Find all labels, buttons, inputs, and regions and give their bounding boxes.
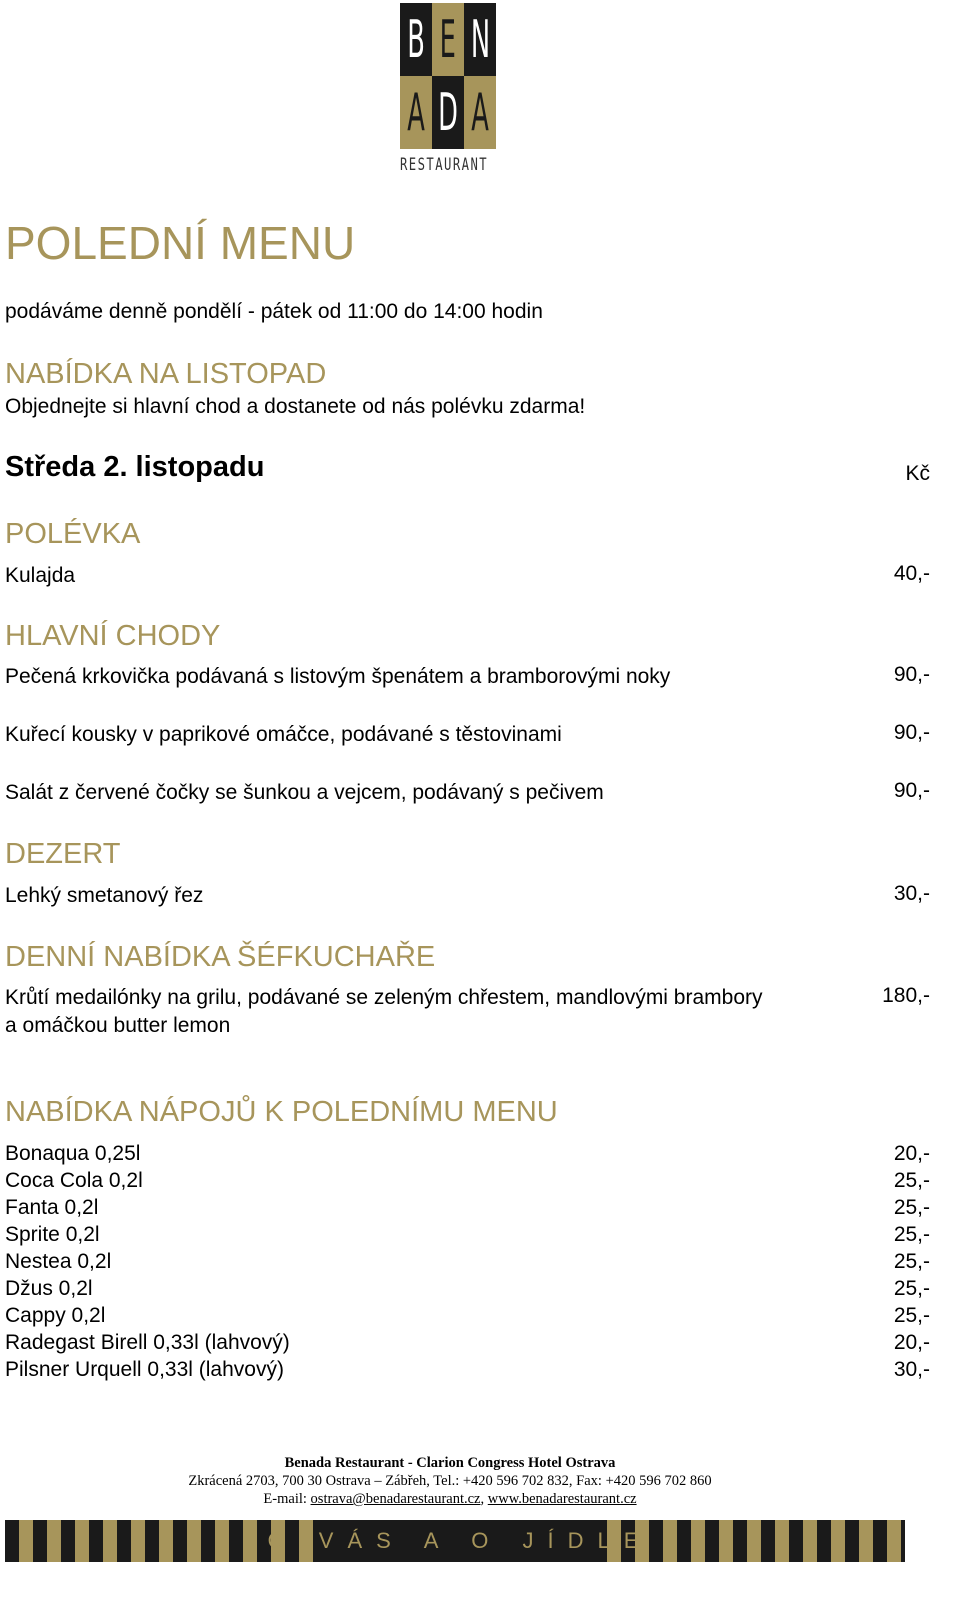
item-price: 90,-: [893, 663, 930, 686]
logo-grid: [400, 3, 496, 149]
slogan: O VÁS A O JÍDLE: [325, 1520, 595, 1562]
menu-item: [5, 984, 930, 1040]
logo-cell: D: [432, 76, 464, 149]
drink-item: [5, 1248, 930, 1275]
logo-cell: B: [400, 3, 432, 76]
drink-item: [5, 1221, 930, 1248]
drink-price: 30,-: [893, 1358, 930, 1381]
website-link[interactable]: www.benadarestaurant.cz: [487, 1491, 637, 1507]
drink-name: Džus 0,2l: [5, 1277, 93, 1300]
separator: ,: [480, 1491, 485, 1507]
drink-item: [5, 1275, 930, 1302]
footer-restaurant-name: Benada Restaurant - Clarion Congress Hotel Ostrava: [284, 1455, 616, 1471]
offer-heading: NABÍDKA NA LISTOPAD: [5, 358, 327, 390]
logo-cell: E: [432, 3, 464, 76]
item-price: 90,-: [893, 721, 930, 744]
drink-item: [5, 1167, 930, 1194]
drink-item: [5, 1302, 930, 1329]
day-title: Středa 2. listopadu: [5, 451, 265, 483]
logo-cell: A: [400, 76, 432, 149]
drink-price: 25,-: [893, 1223, 930, 1246]
serving-hours: podáváme denně pondělí - pátek od 11:00 do 14:00 hodin: [5, 300, 543, 323]
currency-label: Kč: [905, 462, 930, 485]
item-price: 30,-: [893, 882, 930, 905]
logo-subtitle: RESTAURANT: [400, 155, 489, 175]
item-price: 90,-: [893, 779, 930, 802]
drink-name: Sprite 0,2l: [5, 1223, 100, 1246]
footer-address: Zkrácená 2703, 700 30 Ostrava – Zábřeh, Tel.: +420 596 702 832, Fax: +420 596 702 860: [188, 1473, 712, 1489]
menu-item: [5, 721, 930, 749]
item-name: Pečená krkovička podávaná s listovým špenátem a bramborovými noky: [5, 665, 671, 688]
drink-price: 25,-: [893, 1304, 930, 1327]
item-name: Lehký smetanový řez: [5, 884, 204, 907]
section-heading-drinks: NABÍDKA NÁPOJŮ K POLEDNÍMU MENU: [5, 1096, 558, 1128]
drink-name: Radegast Birell 0,33l (lahvový): [5, 1331, 290, 1354]
menu-item: [5, 882, 930, 910]
offer-text: Objednejte si hlavní chod a dostanete od nás polévku zdarma!: [5, 395, 586, 418]
footer-contact: [0, 1491, 900, 1508]
drink-item: [5, 1194, 930, 1221]
decorative-strip: [5, 1520, 905, 1562]
item-name: Krůtí medailónky na grilu, podávané se zeleným chřestem, mandlovými brambory a omáčkou butter lemon: [5, 986, 763, 1037]
item-price: 40,-: [893, 562, 930, 585]
section-heading-soup: POLÉVKA: [5, 518, 141, 550]
drink-item: [5, 1329, 930, 1356]
drink-name: Cappy 0,2l: [5, 1304, 106, 1327]
menu-item: [5, 779, 930, 807]
item-price: 180,-: [882, 984, 930, 1007]
logo-cell: N: [464, 3, 496, 76]
email-link[interactable]: ostrava@benadarestaurant.cz: [310, 1491, 481, 1507]
drink-name: Nestea 0,2l: [5, 1250, 112, 1273]
item-name: Kuřecí kousky v paprikové omáčce, podávané s těstovinami: [5, 723, 562, 746]
drink-price: 25,-: [893, 1250, 930, 1273]
section-heading-dessert: DEZERT: [5, 838, 121, 870]
drink-name: Bonaqua 0,25l: [5, 1142, 141, 1165]
logo-cell: A: [464, 76, 496, 149]
benada-logo: [400, 3, 498, 175]
drink-price: 20,-: [893, 1331, 930, 1354]
section-heading-main: HLAVNÍ CHODY: [5, 620, 221, 652]
menu-item: [5, 562, 930, 590]
drink-price: 20,-: [893, 1142, 930, 1165]
email-label: E-mail:: [263, 1491, 307, 1507]
drink-item: [5, 1140, 930, 1167]
drink-price: 25,-: [893, 1277, 930, 1300]
drink-name: Coca Cola 0,2l: [5, 1169, 143, 1192]
drink-item: [5, 1356, 930, 1383]
page-title: POLEDNÍ MENU: [5, 217, 356, 269]
drink-name: Fanta 0,2l: [5, 1196, 99, 1219]
item-name: Salát z červené čočky se šunkou a vejcem, podávaný s pečivem: [5, 781, 604, 804]
menu-item: [5, 663, 930, 691]
drink-price: 25,-: [893, 1169, 930, 1192]
item-name: Kulajda: [5, 564, 76, 587]
drink-name: Pilsner Urquell 0,33l (lahvový): [5, 1358, 284, 1381]
section-heading-chef: DENNÍ NABÍDKA ŠÉFKUCHAŘE: [5, 941, 436, 973]
drink-price: 25,-: [893, 1196, 930, 1219]
